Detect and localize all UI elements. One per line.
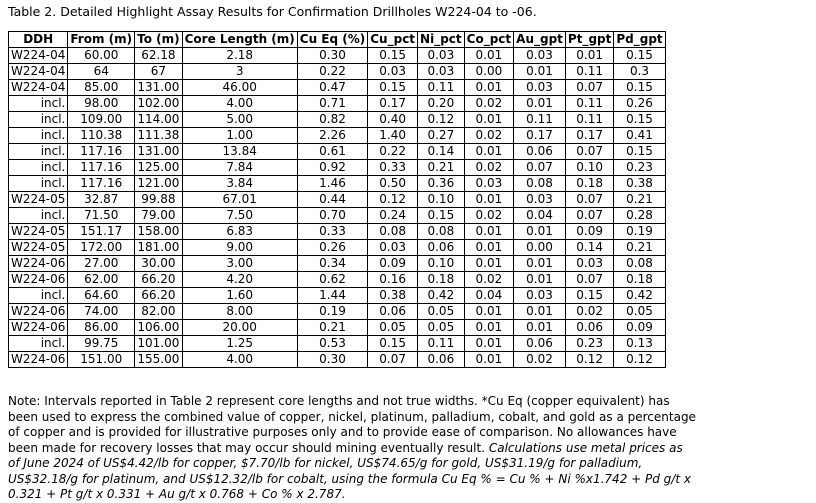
table-cell: 0.01 [514, 224, 566, 240]
ddh-cell: W224-04 [9, 48, 68, 64]
table-cell: 181.00 [135, 240, 183, 256]
table-cell: 7.50 [182, 208, 297, 224]
table-row [9, 80, 666, 96]
table-cell: 27.00 [68, 256, 135, 272]
table-cell: 0.15 [368, 80, 418, 96]
table-cell: 99.75 [68, 336, 135, 352]
table-cell: 32.87 [68, 192, 135, 208]
ddh-cell: incl. [9, 288, 68, 304]
table-row [9, 288, 666, 304]
table-cell: 158.00 [135, 224, 183, 240]
table-cell: 0.07 [368, 352, 418, 368]
table-cell: 0.00 [514, 240, 566, 256]
column-header: Co_pct [464, 32, 514, 48]
table-cell: 0.03 [418, 48, 465, 64]
ddh-cell: incl. [9, 208, 68, 224]
table-cell: 111.38 [135, 128, 183, 144]
table-cell: 0.19 [297, 304, 367, 320]
table-cell: 79.00 [135, 208, 183, 224]
table-cell: 0.07 [565, 192, 613, 208]
table-cell: 0.02 [464, 272, 514, 288]
table-cell: 0.09 [614, 320, 665, 336]
table-cell: 0.03 [368, 64, 418, 80]
table-cell: 0.09 [368, 256, 418, 272]
table-cell: 0.47 [297, 80, 367, 96]
table-cell: 0.03 [514, 48, 566, 64]
table-cell: 0.01 [464, 224, 514, 240]
table-cell: 0.62 [297, 272, 367, 288]
table-cell: 0.03 [514, 288, 566, 304]
table-cell: 0.12 [368, 192, 418, 208]
table-cell: 0.06 [418, 240, 465, 256]
table-cell: 117.16 [68, 176, 135, 192]
ddh-cell: incl. [9, 144, 68, 160]
ddh-cell: incl. [9, 112, 68, 128]
table-cell: 74.00 [68, 304, 135, 320]
table-cell: 0.01 [514, 304, 566, 320]
table-cell: 0.01 [565, 48, 613, 64]
table-cell: 0.53 [297, 336, 367, 352]
table-cell: 131.00 [135, 144, 183, 160]
table-cell: 0.15 [614, 48, 665, 64]
note-calculation-text: Calculations use metal prices as of June 2024 of US$4.42/lb for copper, $7.70/lb for nickel, US$74.65/g for gold, US$31.19/g for palladium, US$32.18/g for platinum, and US$12.32/lb for cobalt, using the formula Cu Eq % = Cu % + Ni %x1.742 + Pd g/t x 0.321 + Pt g/t x 0.331 + Au g/t x 0.768 + Co % x 2.787. [8, 440, 691, 501]
table-row [9, 128, 666, 144]
column-header: To (m) [135, 32, 183, 48]
table-cell: 0.42 [614, 288, 665, 304]
table-cell: 0.07 [565, 208, 613, 224]
table-cell: 0.05 [418, 304, 465, 320]
table-cell: 0.11 [418, 336, 465, 352]
table-cell: 0.03 [514, 192, 566, 208]
table-cell: 1.46 [297, 176, 367, 192]
table-cell: 0.02 [464, 128, 514, 144]
table-cell: 0.12 [418, 112, 465, 128]
ddh-cell: W224-06 [9, 256, 68, 272]
table-cell: 8.00 [182, 304, 297, 320]
table-cell: 85.00 [68, 80, 135, 96]
table-cell: 0.11 [418, 80, 465, 96]
table-cell: 62.00 [68, 272, 135, 288]
table-cell: 0.03 [464, 176, 514, 192]
column-header: Core Length (m) [182, 32, 297, 48]
table-cell: 155.00 [135, 352, 183, 368]
table-cell: 0.04 [464, 288, 514, 304]
ddh-cell: W224-04 [9, 80, 68, 96]
table-cell: 0.61 [297, 144, 367, 160]
table-cell: 0.05 [614, 304, 665, 320]
table-cell: 0.33 [368, 160, 418, 176]
table-cell: 101.00 [135, 336, 183, 352]
table-cell: 172.00 [68, 240, 135, 256]
table-cell: 0.33 [297, 224, 367, 240]
table-row [9, 112, 666, 128]
table-cell: 151.00 [68, 352, 135, 368]
table-cell: 0.01 [464, 320, 514, 336]
table-cell: 1.60 [182, 288, 297, 304]
table-body [9, 48, 666, 368]
table-cell: 3.84 [182, 176, 297, 192]
table-cell: 0.05 [418, 320, 465, 336]
table-row [9, 256, 666, 272]
table-cell: 0.02 [464, 208, 514, 224]
table-row [9, 352, 666, 368]
column-header: Cu Eq (%) [297, 32, 367, 48]
table-cell: 64.60 [68, 288, 135, 304]
table-cell: 0.15 [614, 80, 665, 96]
table-row [9, 320, 666, 336]
table-cell: 0.22 [297, 64, 367, 80]
table-cell: 0.03 [565, 256, 613, 272]
table-cell: 0.82 [297, 112, 367, 128]
table-cell: 0.28 [614, 208, 665, 224]
table-cell: 0.09 [565, 224, 613, 240]
table-cell: 0.10 [418, 192, 465, 208]
ddh-cell: W224-06 [9, 304, 68, 320]
column-header: Ni_pct [418, 32, 465, 48]
table-cell: 1.00 [182, 128, 297, 144]
table-cell: 0.01 [464, 112, 514, 128]
table-cell: 0.02 [565, 304, 613, 320]
table-cell: 66.20 [135, 288, 183, 304]
column-header: From (m) [68, 32, 135, 48]
table-cell: 0.21 [418, 160, 465, 176]
table-cell: 2.18 [182, 48, 297, 64]
table-cell: 0.14 [418, 144, 465, 160]
table-cell: 0.05 [368, 320, 418, 336]
table-cell: 20.00 [182, 320, 297, 336]
table-cell: 0.01 [464, 48, 514, 64]
table-cell: 0.01 [514, 320, 566, 336]
table-cell: 98.00 [68, 96, 135, 112]
table-cell: 0.15 [614, 112, 665, 128]
ddh-cell: W224-04 [9, 64, 68, 80]
table-cell: 0.34 [297, 256, 367, 272]
column-header: Pd_gpt [614, 32, 665, 48]
table-cell: 0.03 [368, 240, 418, 256]
ddh-cell: W224-06 [9, 272, 68, 288]
table-cell: 0.21 [614, 192, 665, 208]
table-cell: 0.41 [614, 128, 665, 144]
table-cell: 0.07 [565, 272, 613, 288]
table-cell: 0.3 [614, 64, 665, 80]
table-cell: 46.00 [182, 80, 297, 96]
table-cell: 71.50 [68, 208, 135, 224]
ddh-cell: W224-05 [9, 192, 68, 208]
table-cell: 0.02 [464, 96, 514, 112]
table-cell: 0.01 [514, 96, 566, 112]
table-row [9, 208, 666, 224]
table-cell: 0.02 [464, 160, 514, 176]
table-cell: 0.17 [368, 96, 418, 112]
table-cell: 67.01 [182, 192, 297, 208]
table-cell: 0.15 [565, 288, 613, 304]
table-cell: 106.00 [135, 320, 183, 336]
table-cell: 0.38 [368, 288, 418, 304]
table-cell: 0.06 [514, 144, 566, 160]
table-cell: 0.06 [565, 320, 613, 336]
table-cell: 0.17 [565, 128, 613, 144]
table-cell: 0.14 [565, 240, 613, 256]
table-cell: 0.22 [368, 144, 418, 160]
table-cell: 62.18 [135, 48, 183, 64]
table-cell: 0.15 [614, 144, 665, 160]
table-cell: 117.16 [68, 160, 135, 176]
column-header: Pt_gpt [565, 32, 613, 48]
table-cell: 3 [182, 64, 297, 80]
table-cell: 0.08 [614, 256, 665, 272]
table-cell: 151.17 [68, 224, 135, 240]
table-cell: 0.01 [514, 272, 566, 288]
table-cell: 1.40 [368, 128, 418, 144]
table-cell: 0.70 [297, 208, 367, 224]
table-cell: 0.26 [297, 240, 367, 256]
table-cell: 66.20 [135, 272, 183, 288]
table-cell: 0.11 [565, 64, 613, 80]
table-cell: 0.30 [297, 48, 367, 64]
table-cell: 0.27 [418, 128, 465, 144]
table-cell: 0.13 [614, 336, 665, 352]
ddh-cell: incl. [9, 160, 68, 176]
table-row [9, 192, 666, 208]
table-cell: 0.38 [614, 176, 665, 192]
ddh-cell: W224-05 [9, 224, 68, 240]
column-header: Cu_pct [368, 32, 418, 48]
table-cell: 110.38 [68, 128, 135, 144]
ddh-cell: incl. [9, 96, 68, 112]
table-row [9, 64, 666, 80]
table-row [9, 304, 666, 320]
table-cell: 0.04 [514, 208, 566, 224]
column-header: DDH [9, 32, 68, 48]
table-cell: 0.20 [418, 96, 465, 112]
table-cell: 0.18 [565, 176, 613, 192]
table-cell: 0.12 [614, 352, 665, 368]
table-cell: 0.01 [464, 256, 514, 272]
table-cell: 0.23 [565, 336, 613, 352]
table-cell: 4.20 [182, 272, 297, 288]
table-cell: 67 [135, 64, 183, 80]
table-cell: 5.00 [182, 112, 297, 128]
table-cell: 0.16 [368, 272, 418, 288]
table-cell: 7.84 [182, 160, 297, 176]
table-row [9, 176, 666, 192]
note-text: Note: Intervals reported in Table 2 represent core lengths and not true widths. *Cu Eq (copper equivalent) has been used to express the combined value of copper, nickel, platinum, palladium, cobalt, and gold as a percentage of copper and is provided for illustrative purposes only and to provide ease of comparison. No allowances have been made for recovery losses that may occur should mining eventually result. [8, 394, 696, 455]
table-cell: 0.21 [614, 240, 665, 256]
table-cell: 86.00 [68, 320, 135, 336]
table-header [9, 32, 666, 48]
table-cell: 0.01 [464, 144, 514, 160]
table-cell: 0.10 [565, 160, 613, 176]
table-cell: 0.40 [368, 112, 418, 128]
table-cell: 99.88 [135, 192, 183, 208]
table-cell: 0.18 [418, 272, 465, 288]
table-cell: 0.01 [464, 336, 514, 352]
table-cell: 102.00 [135, 96, 183, 112]
table-cell: 1.44 [297, 288, 367, 304]
table-cell: 4.00 [182, 352, 297, 368]
table-cell: 0.01 [514, 256, 566, 272]
column-header: Au_gpt [514, 32, 566, 48]
table-cell: 0.08 [514, 176, 566, 192]
table-caption: Table 2. Detailed Highlight Assay Results for Confirmation Drillholes W224-04 to -06. [8, 4, 537, 19]
table-cell: 0.01 [464, 240, 514, 256]
table-cell: 0.08 [368, 224, 418, 240]
table-cell: 6.83 [182, 224, 297, 240]
table-cell: 9.00 [182, 240, 297, 256]
table-cell: 13.84 [182, 144, 297, 160]
table-cell: 4.00 [182, 96, 297, 112]
table-cell: 0.07 [514, 160, 566, 176]
table-row [9, 160, 666, 176]
ddh-cell: W224-06 [9, 352, 68, 368]
table-cell: 121.00 [135, 176, 183, 192]
table-cell: 114.00 [135, 112, 183, 128]
table-cell: 1.25 [182, 336, 297, 352]
table-cell: 0.11 [565, 96, 613, 112]
table-cell: 0.12 [565, 352, 613, 368]
assay-results-table [8, 31, 666, 368]
table-cell: 0.17 [514, 128, 566, 144]
table-cell: 0.18 [614, 272, 665, 288]
table-cell: 0.07 [565, 144, 613, 160]
table-cell: 64 [68, 64, 135, 80]
table-cell: 30.00 [135, 256, 183, 272]
table-cell: 0.01 [464, 304, 514, 320]
table-cell: 0.06 [514, 336, 566, 352]
ddh-cell: incl. [9, 176, 68, 192]
table-cell: 0.15 [418, 208, 465, 224]
table-note [8, 394, 698, 503]
table-row [9, 336, 666, 352]
table-cell: 0.10 [418, 256, 465, 272]
table-cell: 0.15 [368, 336, 418, 352]
table-cell: 0.01 [464, 80, 514, 96]
table-cell: 0.00 [464, 64, 514, 80]
table-row [9, 96, 666, 112]
table-cell: 82.00 [135, 304, 183, 320]
table-cell: 0.92 [297, 160, 367, 176]
table-cell: 0.01 [464, 352, 514, 368]
table-cell: 0.03 [418, 64, 465, 80]
header-row [9, 32, 666, 48]
table-cell: 0.06 [418, 352, 465, 368]
table-cell: 0.26 [614, 96, 665, 112]
table-cell: 0.30 [297, 352, 367, 368]
table-cell: 0.03 [514, 80, 566, 96]
table-cell: 0.01 [514, 64, 566, 80]
table-cell: 0.02 [514, 352, 566, 368]
table-cell: 117.16 [68, 144, 135, 160]
table-cell: 0.07 [565, 80, 613, 96]
table-row [9, 144, 666, 160]
table-cell: 0.50 [368, 176, 418, 192]
table-row [9, 48, 666, 64]
table-cell: 0.11 [514, 112, 566, 128]
table-cell: 0.42 [418, 288, 465, 304]
ddh-cell: incl. [9, 128, 68, 144]
table-cell: 0.19 [614, 224, 665, 240]
table-cell: 0.11 [565, 112, 613, 128]
table-row [9, 224, 666, 240]
table-cell: 0.01 [464, 192, 514, 208]
table-cell: 0.08 [418, 224, 465, 240]
table-cell: 125.00 [135, 160, 183, 176]
table-cell: 131.00 [135, 80, 183, 96]
table-cell: 0.06 [368, 304, 418, 320]
table-cell: 0.15 [368, 48, 418, 64]
table-cell: 2.26 [297, 128, 367, 144]
table-cell: 3.00 [182, 256, 297, 272]
ddh-cell: W224-06 [9, 320, 68, 336]
table-cell: 0.23 [614, 160, 665, 176]
table-cell: 0.44 [297, 192, 367, 208]
table-cell: 0.36 [418, 176, 465, 192]
table-row [9, 272, 666, 288]
table-cell: 60.00 [68, 48, 135, 64]
table-cell: 0.71 [297, 96, 367, 112]
ddh-cell: W224-05 [9, 240, 68, 256]
table-cell: 0.24 [368, 208, 418, 224]
table-row [9, 240, 666, 256]
table-cell: 109.00 [68, 112, 135, 128]
table-cell: 0.21 [297, 320, 367, 336]
ddh-cell: incl. [9, 336, 68, 352]
